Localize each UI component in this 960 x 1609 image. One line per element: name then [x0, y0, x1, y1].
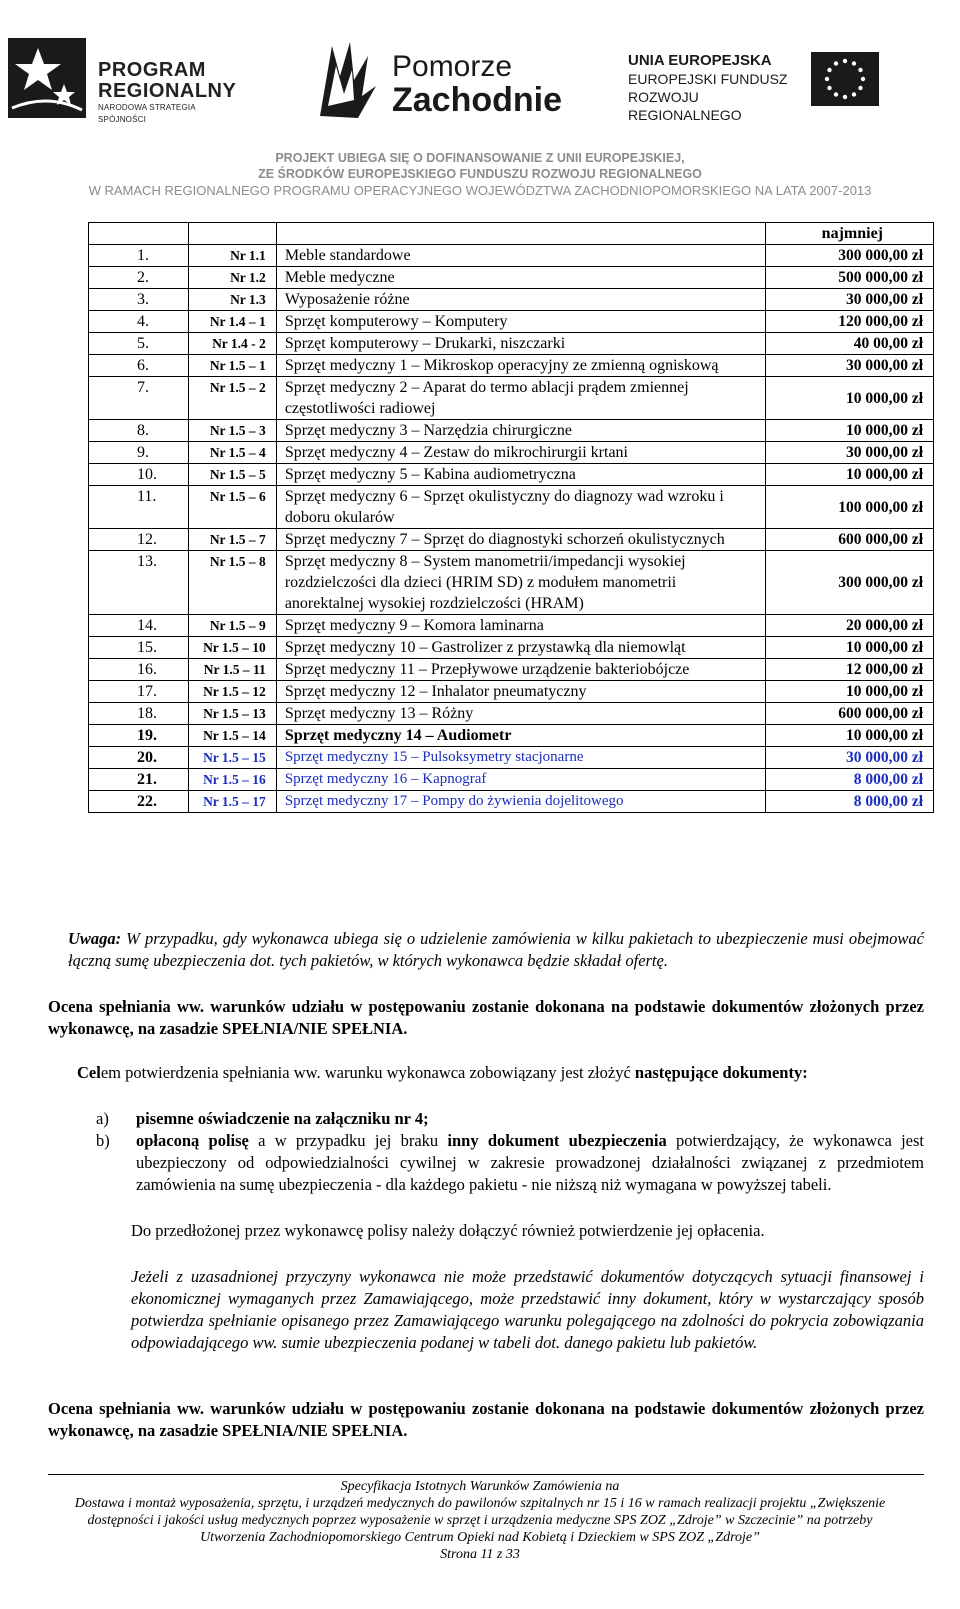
table-row [89, 486, 934, 529]
polisa-paragraph: Do przedłożonej przez wykonawcę polisy należy dołączyć również potwierdzenie jej opłacenia. [131, 1221, 765, 1240]
table-row [89, 267, 934, 289]
table-row [89, 420, 934, 442]
row-amount: 600 000,00 zł [766, 529, 934, 551]
row-number: 20. [89, 747, 189, 769]
row-description: Sprzęt medyczny 16 – Kapnograf [276, 769, 765, 791]
celem-paragraph [77, 1062, 923, 1084]
row-code: Nr 1.3 [188, 289, 276, 311]
row-amount: 120 000,00 zł [766, 311, 934, 333]
row-code: Nr 1.5 – 5 [188, 464, 276, 486]
project-line2: ZE ŚRODKÓW EUROPEJSKIEGO FUNDUSZU ROZWOJU REGIONALNEGO [258, 167, 702, 181]
table-header-cell [188, 223, 276, 245]
uwaga-text: W przypadku, gdy wykonawca ubiega się o udzielenie zamówienia w kilku pakietach to ubezpieczenie musi obejmować łączną sumę ubezpieczenia dot. tych pakietów, w których wykonawca będzie składał ofertę. [68, 929, 924, 970]
list-label-a: a) [96, 1109, 109, 1128]
row-amount: 10 000,00 zł [766, 637, 934, 659]
row-description: Sprzęt medyczny 6 – Sprzęt okulistyczny do diagnozy wad wzroku i doboru okularów [276, 486, 765, 529]
row-description: Sprzęt komputerowy – Komputery [276, 311, 765, 333]
table-header-row [89, 223, 934, 245]
row-description: Sprzęt medyczny 4 – Zestaw do mikrochirurgii krtani [276, 442, 765, 464]
row-code: Nr 1.5 – 11 [188, 659, 276, 681]
row-amount: 10 000,00 zł [766, 725, 934, 747]
row-amount: 10 000,00 zł [766, 464, 934, 486]
row-amount: 12 000,00 zł [766, 659, 934, 681]
row-number: 19. [89, 725, 189, 747]
table-row [89, 637, 934, 659]
table-row [89, 442, 934, 464]
table-row [89, 725, 934, 747]
row-amount: 30 000,00 zł [766, 355, 934, 377]
list-label-b: b) [96, 1131, 110, 1150]
row-amount: 30 000,00 zł [766, 747, 934, 769]
logo-right-line1: UNIA EUROPEJSKA [628, 52, 772, 69]
program-regionalny-logo [8, 38, 238, 124]
row-description: Sprzęt medyczny 17 – Pompy do żywienia dojelitowego [276, 791, 765, 813]
row-description: Sprzęt medyczny 9 – Komora laminarna [276, 615, 765, 637]
row-number: 10. [89, 464, 189, 486]
table-row [89, 289, 934, 311]
table-row [89, 551, 934, 615]
row-amount: 600 000,00 zł [766, 703, 934, 725]
ocena-paragraph-2: Ocena spełniania ww. warunków udziału w postępowaniu zostanie dokonana na podstawie dokumentów złożonych przez wykonawcę, na zasadzie SPEŁNIA/NIE SPEŁNIA. [48, 1399, 924, 1440]
row-number: 6. [89, 355, 189, 377]
row-code: Nr 1.2 [188, 267, 276, 289]
logo-mid-line1: Pomorze [392, 50, 513, 83]
logo-mid-line2: Zachodnie [392, 81, 563, 119]
row-number: 7. [89, 377, 189, 420]
row-description: Sprzęt medyczny 5 – Kabina audiometryczna [276, 464, 765, 486]
row-code: Nr 1.5 – 10 [188, 637, 276, 659]
footer-divider [48, 1474, 924, 1475]
row-number: 3. [89, 289, 189, 311]
row-code: Nr 1.5 – 12 [188, 681, 276, 703]
row-number: 21. [89, 769, 189, 791]
list-b-bold2: inny dokument ubezpieczenia [447, 1131, 667, 1150]
table-header-cell [89, 223, 189, 245]
row-amount: 8 000,00 zł [766, 791, 934, 813]
row-code: Nr 1.5 – 8 [188, 551, 276, 615]
ocena-paragraph-1: Ocena spełniania ww. warunków udziału w postępowaniu zostanie dokonana na podstawie dokumentów złożonych przez wykonawcę, na zasadzie SPEŁNIA/NIE SPEŁNIA. [48, 997, 924, 1038]
row-number: 17. [89, 681, 189, 703]
row-number: 8. [89, 420, 189, 442]
eu-flag-icon [811, 52, 879, 106]
celem-bold2: następujące dokumenty: [634, 1063, 808, 1082]
row-description: Sprzęt medyczny 15 – Pulsoksymetry stacjonarne [276, 747, 765, 769]
row-number: 16. [89, 659, 189, 681]
project-line1: PROJEKT UBIEGA SIĘ O DOFINANSOWANIE Z UNII EUROPEJSKIEJ, [275, 151, 685, 165]
row-amount: 100 000,00 zł [766, 486, 934, 529]
table-row [89, 747, 934, 769]
row-description: Sprzęt medyczny 3 – Narzędzia chirurgiczne [276, 420, 765, 442]
table-row [89, 245, 934, 267]
logo-right-line2: EUROPEJSKI FUNDUSZ [628, 71, 788, 87]
row-number: 5. [89, 333, 189, 355]
row-code: Nr 1.5 – 14 [188, 725, 276, 747]
pomorze-zachodnie-logo [310, 28, 570, 128]
footer-line4: Utworzenia Zachodniopomorskiego Centrum Opieki nad Kobietą i Dzieckiem w SPS ZOZ „Zdroje” [200, 1530, 760, 1545]
row-number: 14. [89, 615, 189, 637]
table-row [89, 659, 934, 681]
row-description: Sprzęt medyczny 8 – System manometrii/impedancji wysokiej rozdzielczości dla dzieci (HRIM SD) z modułem manometrii anorektalnej wysokiej rozdzielczości (HRAM) [276, 551, 765, 615]
row-description: Sprzęt medyczny 10 – Gastrolizer z przystawką dla niemowląt [276, 637, 765, 659]
row-code: Nr 1.5 – 15 [188, 747, 276, 769]
table-row [89, 681, 934, 703]
list-item-a [96, 1108, 924, 1130]
footer-line1: Specyfikacja Istotnych Warunków Zamówienia na [340, 1479, 620, 1494]
logo-right-line3: ROZWOJU REGIONALNEGO [628, 89, 742, 123]
logo-left-line1: PROGRAM [98, 59, 206, 81]
celem-bold1: Cel [77, 1063, 101, 1082]
table-header-cell: najmniej [766, 223, 934, 245]
jezeli-paragraph: Jeżeli z uzasadnionej przyczyny wykonawca nie może przedstawić dokumentów dotyczących sytuacji finansowej i ekonomicznej wymaganych przez Zamawiającego, może przedstawić inny dokument, który w wystarczający sposób potwierdza spełnianie opisanego przez Zamawiającego warunku polegającego na zdolności do pokrycia zobowiązania odpowiadającego ww. sumie ubezpieczenia podanej w tabeli dot. danego pakietu lub pakietów. [131, 1267, 924, 1352]
list-b-text2: potwierdzający, że wykonawca jest ubezpieczony od odpowiedzialności cywilnej w zakresie prowadzonej działalności związanej z przedmiotem zamówienia na sumę ubezpieczenia - dla każdego pakietu - nie niższą niż wymagana w powyższej tabeli. [136, 1131, 924, 1194]
row-amount: 20 000,00 zł [766, 615, 934, 637]
row-code: Nr 1.5 – 16 [188, 769, 276, 791]
table-row [89, 703, 934, 725]
footer-line3: dostępności i jakości usług medycznych poprzez wyposażenie w sprzęt i urządzenia medyczne SPS ZOZ „Zdroje” w Szczecinie” na potrzeby [87, 1513, 873, 1528]
table-row [89, 355, 934, 377]
row-amount: 500 000,00 zł [766, 267, 934, 289]
footer-line2: Dostawa i montaż wyposażenia, sprzętu, i urządzeń medycznych do pawilonów szpitalnych nr 15 i 16 w ramach realizacji projektu „Zwiększenie [74, 1496, 886, 1511]
row-description: Sprzęt medyczny 11 – Przepływowe urządzenie bakteriobójcze [276, 659, 765, 681]
table-header-cell [276, 223, 765, 245]
row-amount: 8 000,00 zł [766, 769, 934, 791]
row-description: Sprzęt medyczny 1 – Mikroskop operacyjny ze zmienną ogniskową [276, 355, 765, 377]
project-notice [0, 150, 960, 199]
logo-left-line3: NARODOWA STRATEGIA SPÓJNOŚCI [98, 103, 196, 124]
table-row [89, 333, 934, 355]
row-code: Nr 1.1 [188, 245, 276, 267]
row-description: Meble standardowe [276, 245, 765, 267]
row-number: 11. [89, 486, 189, 529]
row-description: Sprzęt medyczny 7 – Sprzęt do diagnostyki schorzeń okulistycznych [276, 529, 765, 551]
row-code: Nr 1.5 – 13 [188, 703, 276, 725]
row-number: 4. [89, 311, 189, 333]
row-code: Nr 1.5 – 3 [188, 420, 276, 442]
row-amount: 10 000,00 zł [766, 377, 934, 420]
list-a-bold: pisemne oświadczenie na załączniku nr 4; [136, 1109, 429, 1128]
insurance-table [88, 222, 934, 813]
griffin-icon [310, 36, 380, 124]
row-amount: 300 000,00 zł [766, 551, 934, 615]
row-code: Nr 1.5 – 7 [188, 529, 276, 551]
row-amount: 40 00,00 zł [766, 333, 934, 355]
row-amount: 10 000,00 zł [766, 420, 934, 442]
row-amount: 30 000,00 zł [766, 289, 934, 311]
table-row [89, 769, 934, 791]
row-number: 2. [89, 267, 189, 289]
logo-left-line2: REGIONALNY [98, 80, 237, 102]
table-row [89, 464, 934, 486]
row-description: Meble medyczne [276, 267, 765, 289]
row-code: Nr 1.5 – 9 [188, 615, 276, 637]
row-code: Nr 1.5 – 17 [188, 791, 276, 813]
page-header [0, 0, 960, 210]
row-code: Nr 1.5 – 6 [188, 486, 276, 529]
row-description: Sprzęt medyczny 14 – Audiometr [276, 725, 765, 747]
row-description: Sprzęt medyczny 13 – Różny [276, 703, 765, 725]
list-b-text1: a w przypadku jej braku [248, 1131, 448, 1150]
row-code: Nr 1.5 – 2 [188, 377, 276, 420]
table-row [89, 615, 934, 637]
row-amount: 300 000,00 zł [766, 245, 934, 267]
uwaga-note [68, 928, 924, 972]
row-amount: 10 000,00 zł [766, 681, 934, 703]
row-number: 13. [89, 551, 189, 615]
star-emblem-icon [8, 38, 86, 118]
page-number: Strona 11 z 33 [440, 1547, 520, 1562]
uwaga-label: Uwaga: [68, 929, 122, 948]
project-line3: W RAMACH REGIONALNEGO PROGRAMU OPERACYJNEGO WOJEWÓDZTWA ZACHODNIOPOMORSKIEGO NA LATA 2007-2013 [88, 183, 872, 198]
row-number: 12. [89, 529, 189, 551]
row-number: 18. [89, 703, 189, 725]
row-code: Nr 1.5 – 1 [188, 355, 276, 377]
row-number: 22. [89, 791, 189, 813]
table-row [89, 377, 934, 420]
row-description: Sprzęt medyczny 2 – Aparat do termo ablacji prądem zmiennej częstotliwości radiowej [276, 377, 765, 420]
table-row [89, 529, 934, 551]
row-description: Wyposażenie różne [276, 289, 765, 311]
row-code: Nr 1.4 – 1 [188, 311, 276, 333]
list-b-bold1: opłaconą polisę [136, 1131, 249, 1150]
table-row [89, 791, 934, 813]
celem-text1: em potwierdzenia spełniania ww. warunku wykonawca zobowiązany jest złożyć [100, 1063, 635, 1082]
list-item-b [96, 1130, 924, 1196]
row-number: 9. [89, 442, 189, 464]
row-number: 15. [89, 637, 189, 659]
row-description: Sprzęt komputerowy – Drukarki, niszczarki [276, 333, 765, 355]
page-footer [20, 1478, 940, 1563]
eu-logo [628, 52, 948, 122]
row-code: Nr 1.4 - 2 [188, 333, 276, 355]
row-description: Sprzęt medyczny 12 – Inhalator pneumatyczny [276, 681, 765, 703]
row-code: Nr 1.5 – 4 [188, 442, 276, 464]
row-amount: 30 000,00 zł [766, 442, 934, 464]
table-row [89, 311, 934, 333]
row-number: 1. [89, 245, 189, 267]
